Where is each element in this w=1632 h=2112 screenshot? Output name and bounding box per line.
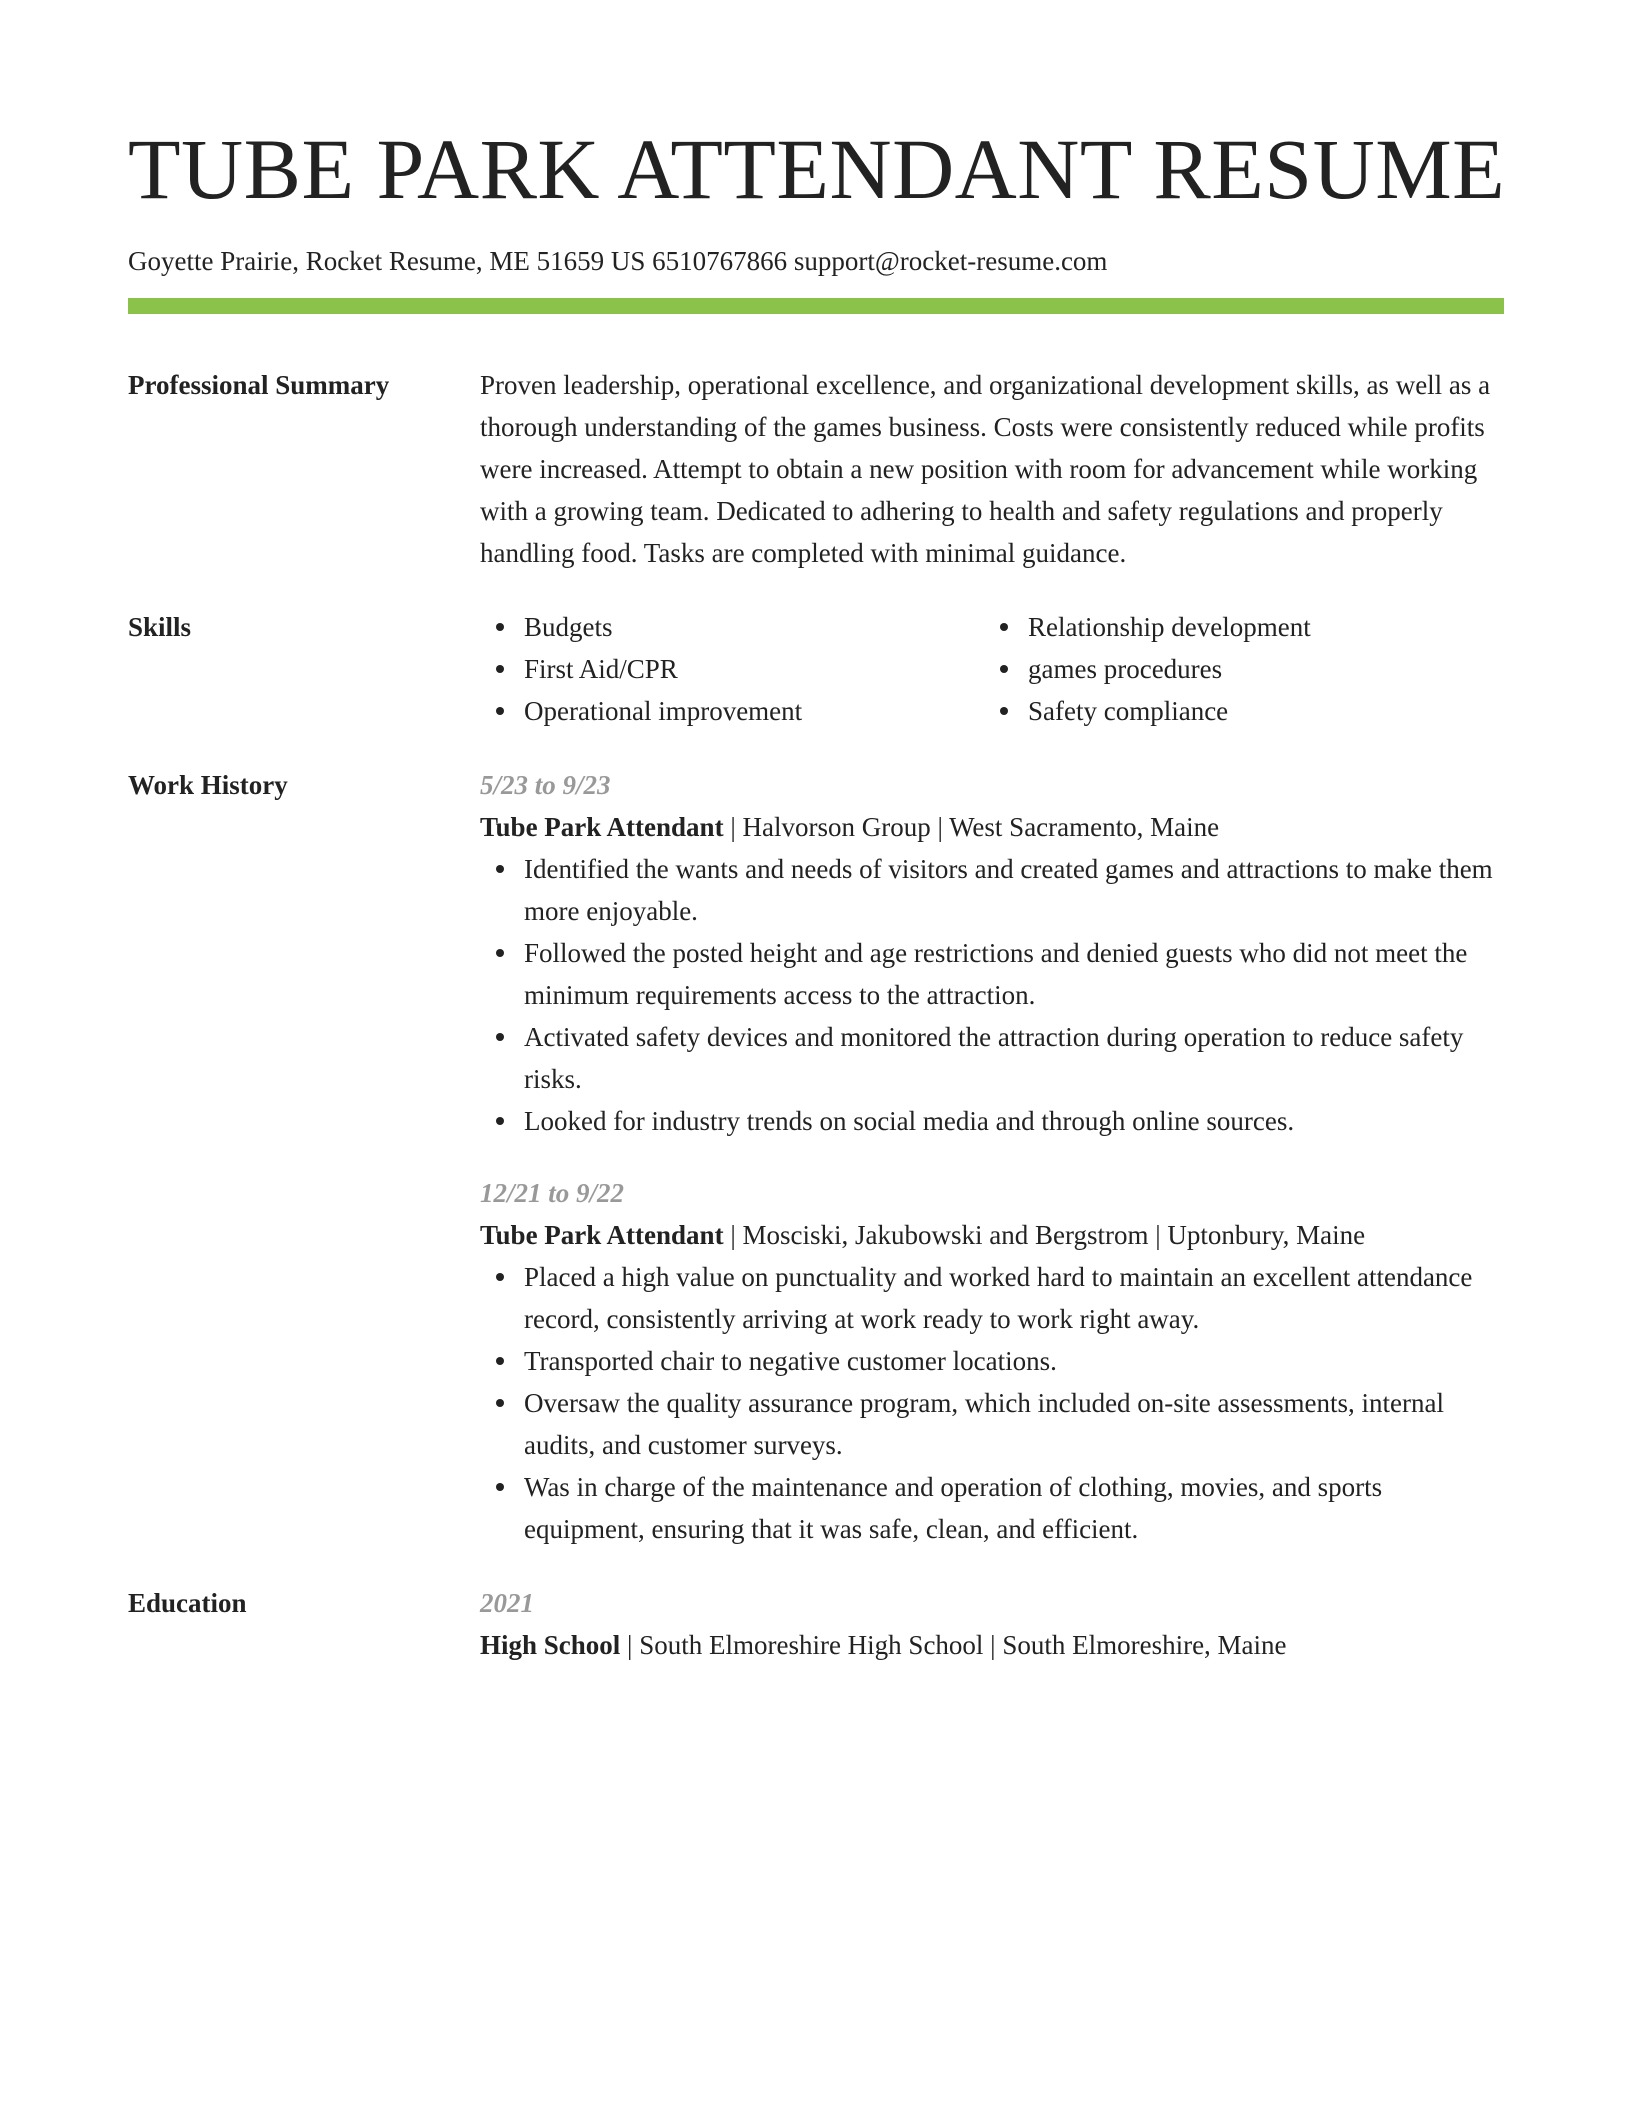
education-header — [480, 1624, 1504, 1666]
section-label-work-history: Work History — [128, 770, 288, 800]
skill-item: Safety compliance — [984, 690, 1504, 732]
job-duty: Activated safety devices and monitored the attraction during operation to reduce safety risks. — [480, 1016, 1504, 1100]
education-year: 2021 — [480, 1588, 534, 1618]
job-dates: 5/23 to 9/23 — [480, 770, 611, 800]
job-header — [480, 1214, 1504, 1256]
job-duty: Was in charge of the maintenance and operation of clothing, movies, and sports equipment, ensuring that it was safe, clean, and efficient. — [480, 1466, 1504, 1550]
resume-title: TUBE PARK ATTENDANT RESUME — [128, 121, 1506, 217]
section-label-skills: Skills — [128, 612, 192, 642]
skill-item: First Aid/CPR — [480, 648, 984, 690]
education-school-location: | South Elmoreshire High School | South Elmoreshire, Maine — [620, 1630, 1287, 1660]
section-work-history — [128, 764, 1504, 1550]
job-duties-list — [480, 1256, 1504, 1550]
job-duty: Identified the wants and needs of visitors and created games and attractions to make them more enjoyable. — [480, 848, 1504, 932]
section-label-education: Education — [128, 1588, 247, 1618]
job-duty: Followed the posted height and age restrictions and denied guests who did not meet the minimum requirements access to the attraction. — [480, 932, 1504, 1016]
job-employer-location: | Halvorson Group | West Sacramento, Maine — [723, 812, 1220, 842]
job-title: Tube Park Attendant — [480, 812, 724, 842]
accent-divider — [128, 298, 1504, 314]
section-professional-summary — [128, 364, 1504, 574]
education-degree: High School — [480, 1630, 621, 1660]
skill-item: games procedures — [984, 648, 1504, 690]
job-entry — [480, 764, 1504, 1142]
contact-line: Goyette Prairie, Rocket Resume, ME 51659 US 6510767866 support@rocket-resume.com — [128, 246, 1108, 276]
job-dates: 12/21 to 9/22 — [480, 1178, 625, 1208]
summary-text: Proven leadership, operational excellence, and organizational development skills, as well as a thorough understanding of the games business. Costs were consistently reduced while profits were increased. Attempt to obtain a new position with room for advancement while working with a growing team. Dedicated to adhering to health and safety regulations and properly handling food. Tasks are completed with minimal guidance. — [480, 370, 1491, 568]
section-label-summary: Professional Summary — [128, 370, 390, 400]
job-duty: Transported chair to negative customer locations. — [480, 1340, 1504, 1382]
section-skills — [128, 606, 1504, 732]
job-duties-list — [480, 848, 1504, 1142]
job-entry — [480, 1172, 1504, 1550]
skills-list-left — [480, 606, 984, 732]
skills-list-right — [984, 606, 1504, 732]
skill-item: Operational improvement — [480, 690, 984, 732]
job-title: Tube Park Attendant — [480, 1220, 724, 1250]
section-education — [128, 1582, 1504, 1666]
resume-page — [128, 0, 1504, 1666]
job-header — [480, 806, 1504, 848]
job-duty: Looked for industry trends on social media and through online sources. — [480, 1100, 1504, 1142]
skill-item: Relationship development — [984, 606, 1504, 648]
job-employer-location: | Mosciski, Jakubowski and Bergstrom | Uptonbury, Maine — [723, 1220, 1366, 1250]
job-duty: Placed a high value on punctuality and worked hard to maintain an excellent attendance record, consistently arriving at work ready to work right away. — [480, 1256, 1504, 1340]
job-duty: Oversaw the quality assurance program, which included on-site assessments, internal audits, and customer surveys. — [480, 1382, 1504, 1466]
skill-item: Budgets — [480, 606, 984, 648]
